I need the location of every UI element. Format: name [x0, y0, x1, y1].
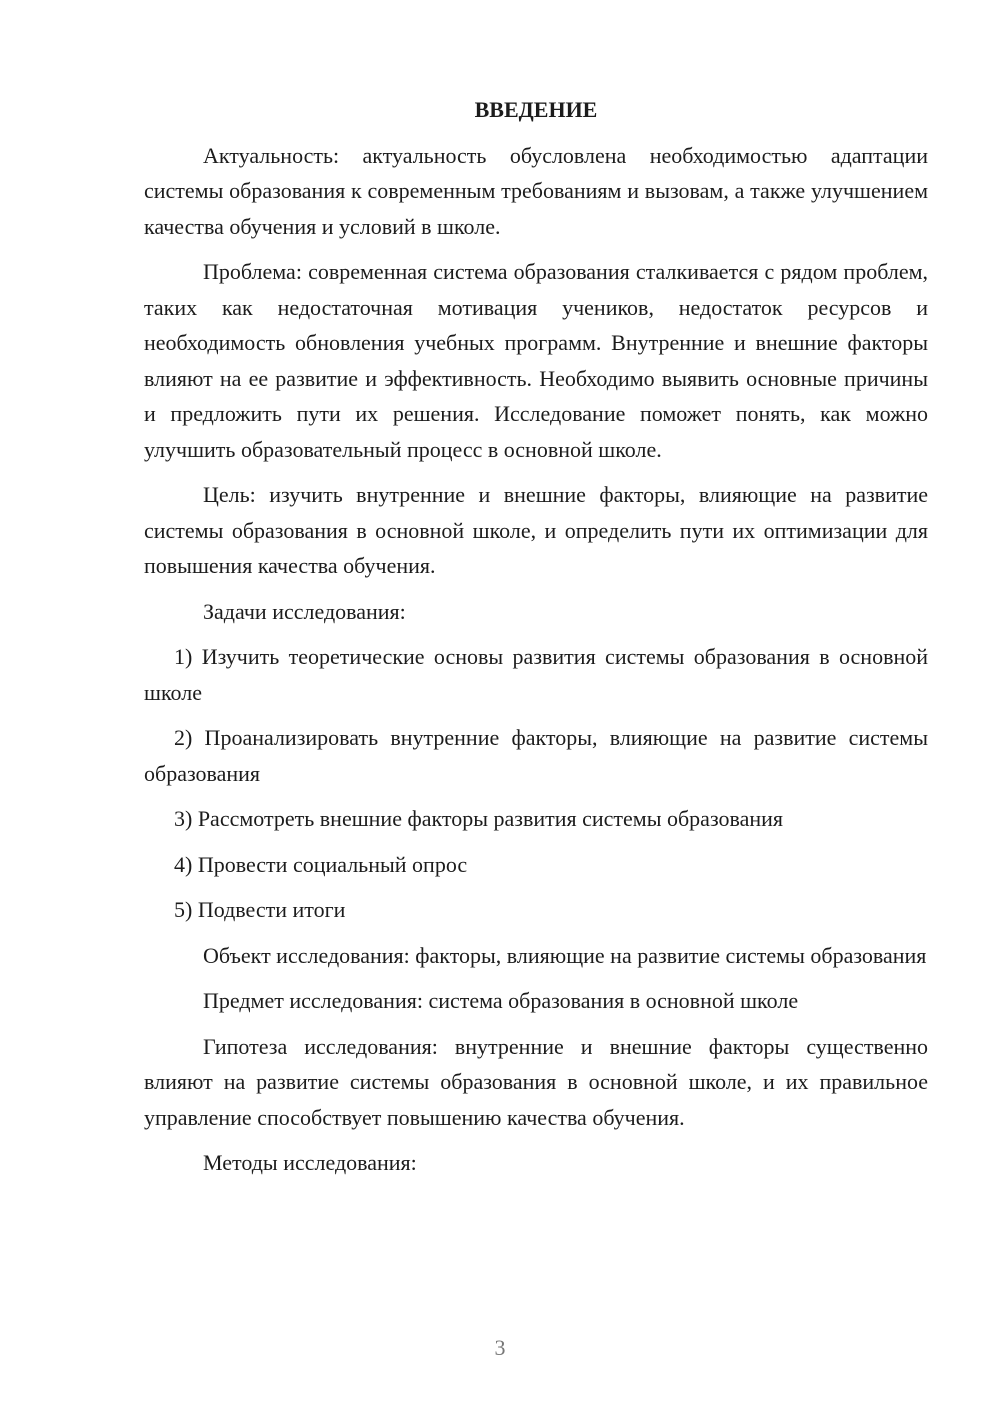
document-page	[144, 92, 928, 1191]
paragraph-problem: Проблема: современная система образования сталкивается с рядом проблем, таких как недостаточная мотивация учеников, недостаток ресурсов и необходимость обновления учебных программ. Внутренние и внешние факторы влияют на ее развитие и эффективность. Необходимо выявить основные причины и предложить пути их решения. Исследование поможет понять, как можно улучшить образовательный процесс в основной школе.	[144, 259, 928, 462]
paragraph-tasks-heading: Задачи исследования:	[203, 598, 406, 624]
paragraph-goal: Цель: изучить внутренние и внешние факторы, влияющие на развитие системы образования в основной школе, и определить пути их оптимизации для повышения качества обучения.	[144, 482, 928, 578]
paragraph-methods: Методы исследования:	[203, 1150, 417, 1175]
page-number: 3	[494, 1335, 506, 1360]
list-item: 2) Проанализировать внутренние факторы, влияющие на развитие системы образования	[144, 725, 928, 786]
page-title: ВВЕДЕНИЕ	[474, 97, 598, 122]
paragraph-relevance: Актуальность: актуальность обусловлена необходимостью адаптации системы образования к современным требованиям и вызовам, а также улучшением качества обучения и условий в школе.	[144, 142, 928, 239]
task-list	[144, 639, 928, 928]
paragraph-subject: Предмет исследования: система образования в основной школе	[203, 988, 799, 1013]
paragraph-hypothesis: Гипотеза исследования: внутренние и внешние факторы существенно влияют на развитие системы образования в основной школе, и их правильное управление способствует повышению качества обучения.	[144, 1033, 928, 1130]
list-item: 3) Рассмотреть внешние факторы развития системы образования	[174, 806, 784, 831]
list-item: 5) Подвести итоги	[174, 897, 346, 922]
list-item: 4) Провести социальный опрос	[174, 851, 468, 877]
list-item: 1) Изучить теоретические основы развития системы образования в основной школе	[144, 644, 928, 705]
paragraph-object: Объект исследования: факторы, влияющие на развитие системы образования	[203, 942, 927, 968]
